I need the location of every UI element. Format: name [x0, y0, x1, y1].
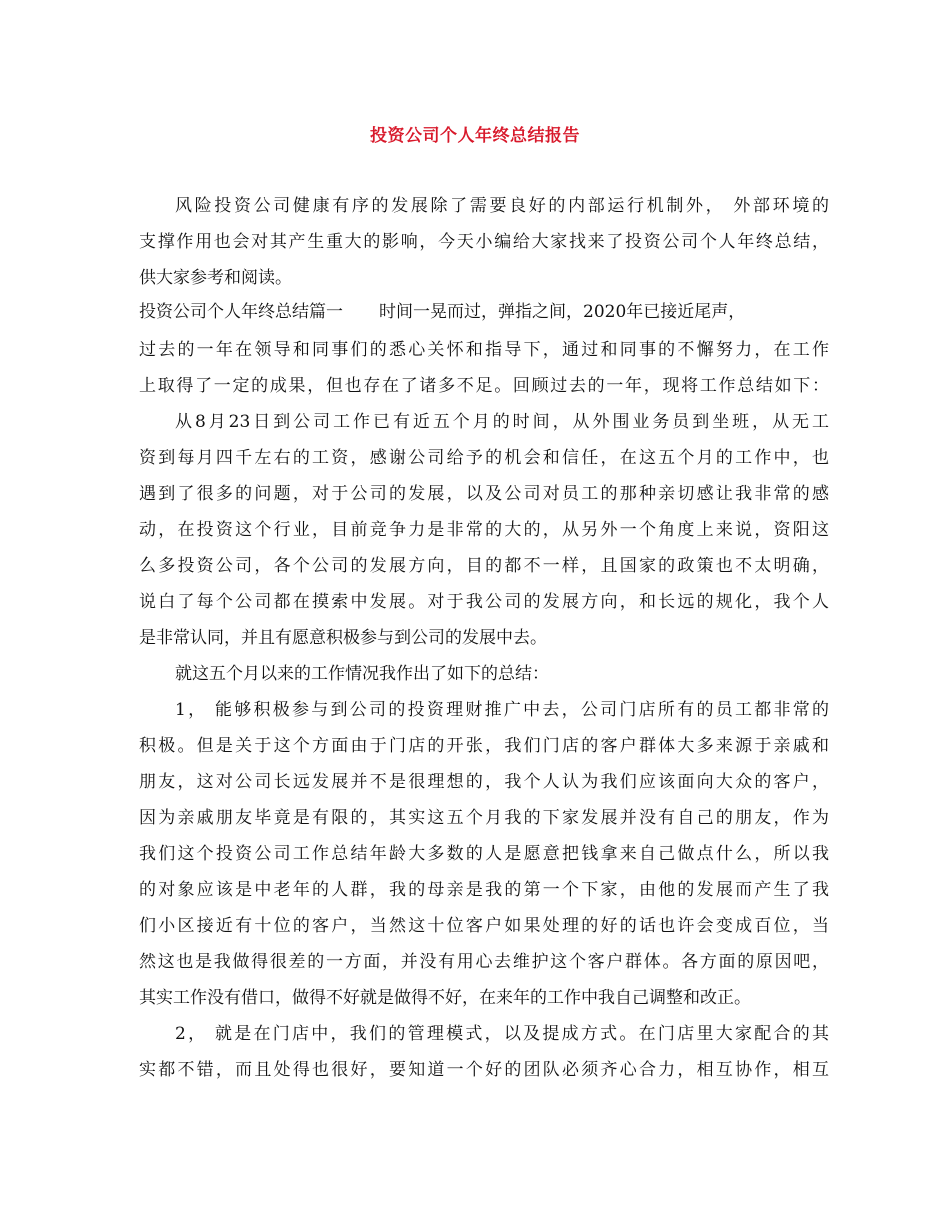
paragraph-line: 动，在投资这个行业，目前竞争力是非常的大的，从另外一个角度上来说，资阳这 [139, 520, 829, 540]
paragraph-line: 其实工作没有借口，做得不好就是做得不好，在来年的工作中我自己调整和改正。 [139, 988, 751, 1008]
paragraph-line: 实都不错，而且处得也很好，要知道一个好的团队必须齐心合力，相互协作，相互 [139, 1060, 829, 1080]
paragraph-line: 的对象应该是中老年的人群，我的母亲是我的第一个下家，由他的发展而产生了我 [139, 880, 829, 900]
paragraph-line: 积极。但是关于这个方面由于门店的开张，我们门店的客户群体大多来源于亲戚和 [139, 736, 829, 756]
list-item-line: 2， 就是在门店中，我们的管理模式，以及提成方式。在门店里大家配合的其 [175, 1024, 829, 1044]
paragraph-line: 是非常认同，并且有愿意积极参与到公司的发展中去。 [139, 628, 547, 648]
section-heading-line [139, 300, 829, 324]
paragraph-line: 么多投资公司，各个公司的发展方向，目的都不一样，且国家的政策也不太明确， [139, 556, 829, 576]
paragraph-line: 资到每月四千左右的工资，感谢公司给予的机会和信任，在这五个月的工作中，也 [139, 448, 829, 468]
list-item-line: 1， 能够积极参与到公司的投资理财推广中去，公司门店所有的员工都非常的 [175, 700, 829, 720]
paragraph-line: 支撑作用也会对其产生重大的影响，今天小编给大家找来了投资公司个人年终总结， [139, 232, 829, 252]
paragraph-line: 因为亲戚朋友毕竟是有限的，其实这五个月我的下家发展并没有自己的朋友，作为 [139, 808, 829, 828]
paragraph-line: 我们这个投资公司工作总结年龄大多数的人是愿意把钱拿来自己做点什么，所以我 [139, 844, 829, 864]
paragraph-line: 供大家参考和阅读。 [139, 268, 292, 288]
paragraph-line: 风险投资公司健康有序的发展除了需要良好的内部运行机制外， 外部环境的 [175, 196, 829, 216]
section-heading: 投资公司个人年终总结篇一 [139, 302, 343, 322]
paragraph-line: 们小区接近有十位的客户，当然这十位客户如果处理的好的话也许会变成百位，当 [139, 916, 829, 936]
paragraph-line: 从8月23日到公司工作已有近五个月的时间，从外围业务员到坐班，从无工 [175, 412, 829, 432]
paragraph-line: 就这五个月以来的工作情况我作出了如下的总结： [175, 664, 549, 684]
paragraph-text: 时间一晃而过，弹指之间，2020年已接近尾声， [379, 302, 746, 322]
document-title: 投资公司个人年终总结报告 [370, 126, 580, 146]
paragraph-line: 遇到了很多的问题，对于公司的发展，以及公司对员工的那种亲切感让我非常的感 [139, 484, 829, 504]
paragraph-line: 上取得了一定的成果，但也存在了诸多不足。回顾过去的一年，现将工作总结如下： [139, 376, 829, 396]
paragraph-line: 说白了每个公司都在摸索中发展。对于我公司的发展方向，和长远的规化，我个人 [139, 592, 829, 612]
paragraph-line: 朋友，这对公司长远发展并不是很理想的，我个人认为我们应该面向大众的客户， [139, 772, 829, 792]
paragraph-line: 然这也是我做得很差的一方面，并没有用心去维护这个客户群体。各方面的原因吧， [139, 952, 829, 972]
paragraph-line: 过去的一年在领导和同事们的悉心关怀和指导下，通过和同事的不懈努力，在工作 [139, 340, 829, 360]
